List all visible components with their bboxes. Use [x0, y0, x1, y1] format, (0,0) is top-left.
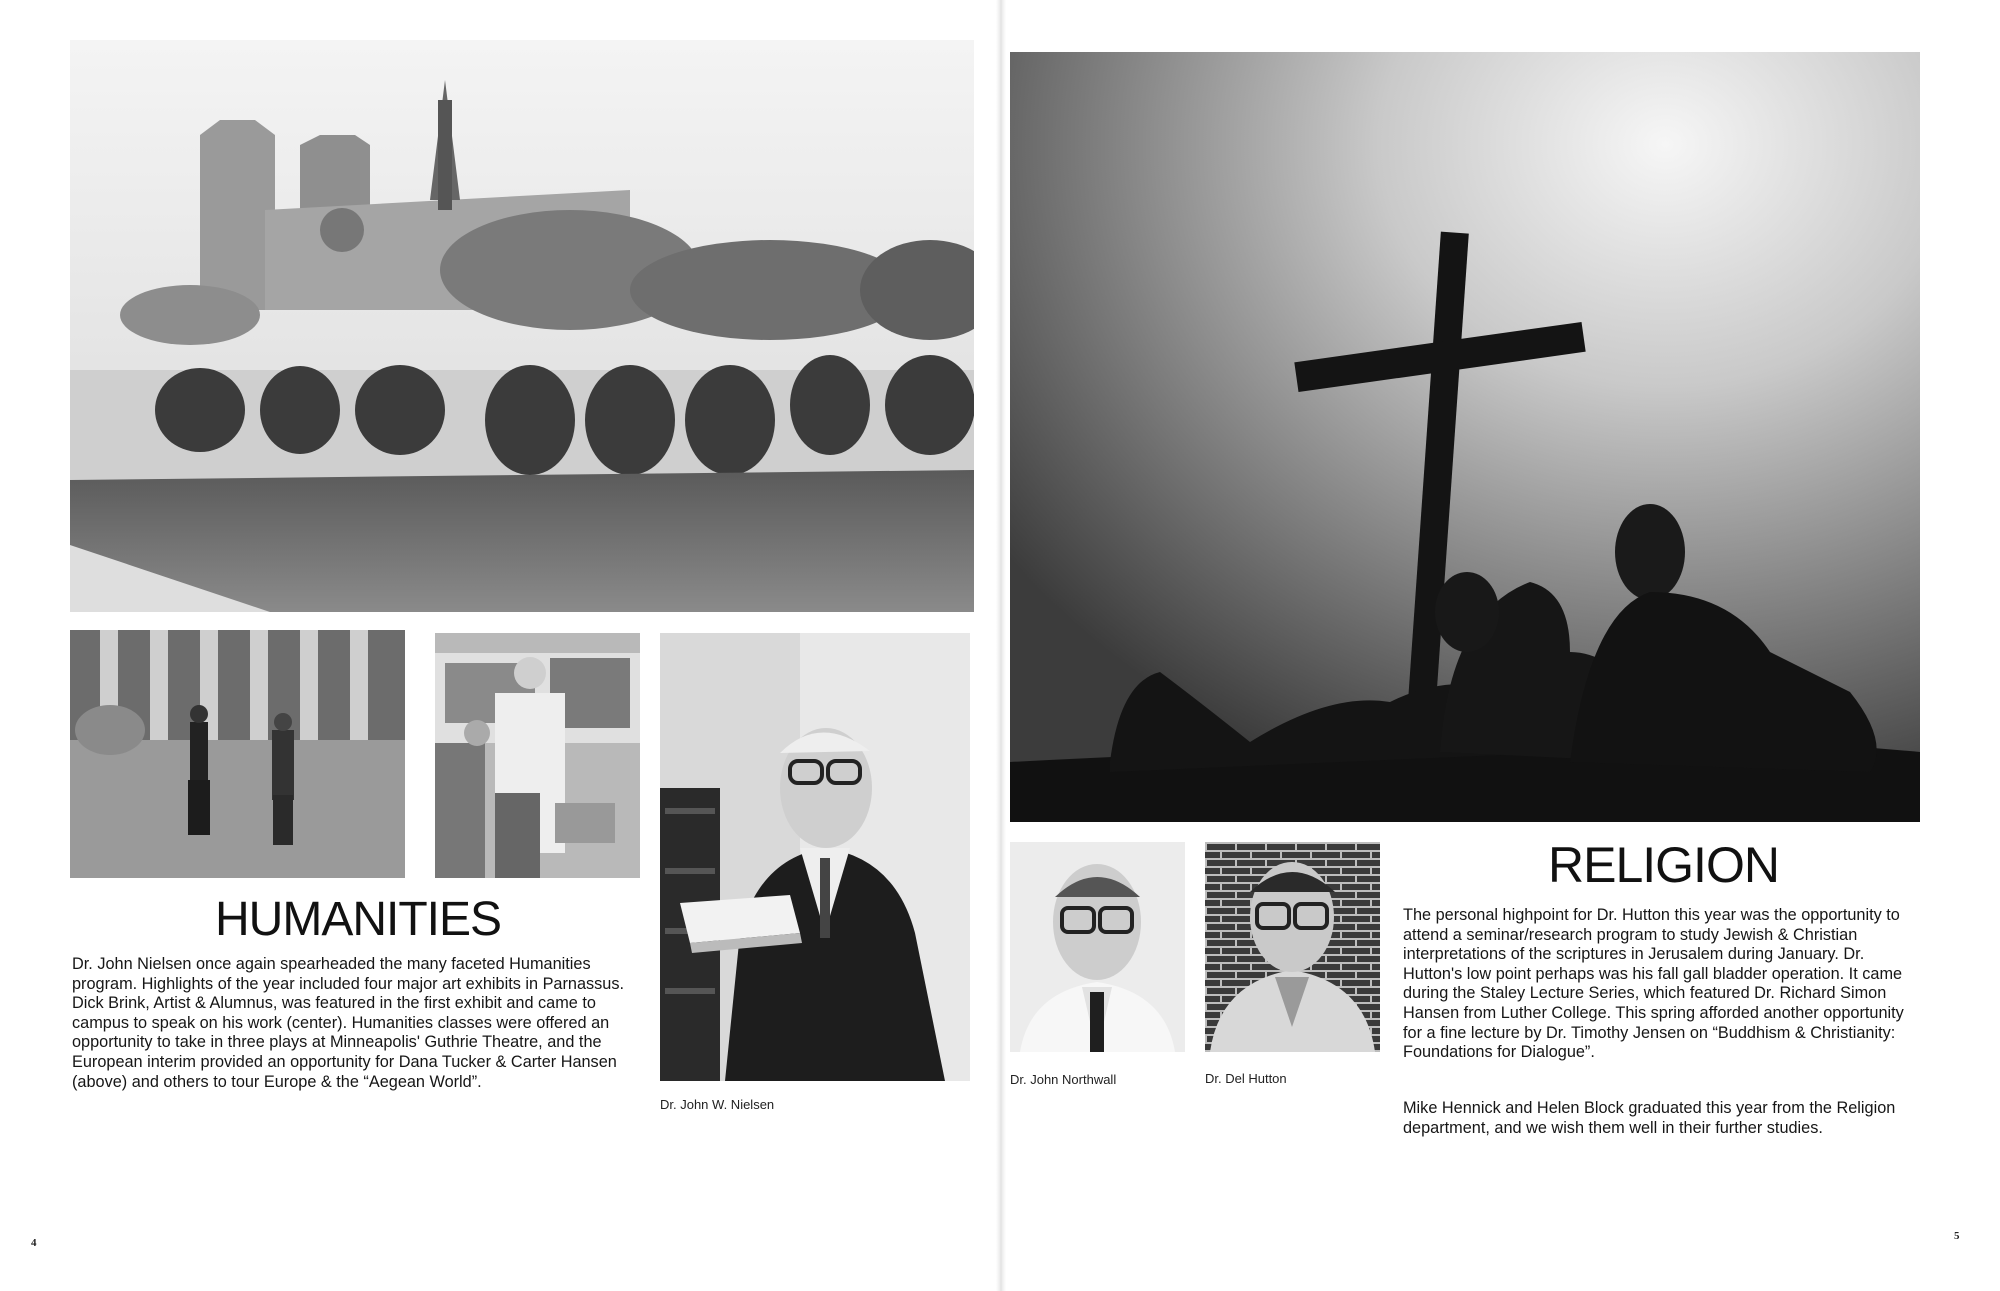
page-number-right: 5 — [1954, 1230, 1960, 1242]
caption-dr-del-hutton: Dr. Del Hutton — [1205, 1071, 1287, 1086]
photo-artist-dick-brink — [435, 633, 640, 878]
religion-body-paragraph-2: Mike Hennick and Helen Block graduated this year from the Religion department, and we wish them well in their further studies. — [1403, 1099, 1896, 1137]
caption-dr-john-w-nielsen: Dr. John W. Nielsen — [660, 1097, 775, 1112]
photo-dr-john-northwall — [1010, 842, 1185, 1052]
photo-cross-silhouette — [1010, 52, 1920, 822]
page-gutter — [996, 0, 1006, 1291]
religion-body-paragraph-1: The personal highpoint for Dr. Hutton this year was the opportunity to attend a seminar/research program to study Jewish & Christian interpretations of the scriptures in Jerusalem during January. Dr. Hutton's low point perhaps was his fall gall bladder operation. It came during the Staley Lecture Series, which featured Dr. Richard Simon Hansen from Luther College. This spring afforded another opportunity for a fine lecture by Dr. Timothy Jensen on “Buddhism & Christianity: Foundations for Dialogue”. — [1403, 906, 1904, 1062]
caption-dr-john-northwall: Dr. John Northwall — [1010, 1072, 1117, 1087]
humanities-heading: HUMANITIES — [215, 893, 502, 946]
photo-students-in-europe — [70, 630, 405, 878]
photo-dr-john-w-nielsen — [660, 633, 970, 1081]
photo-notre-dame-cathedral — [70, 40, 974, 612]
page-number-left: 4 — [31, 1237, 37, 1249]
humanities-body-text: Dr. John Nielsen once again spearheaded the many faceted Humanities program. Highlights of the year included four major art exhibits in Parnassus. Dick Brink, Artist & Alumnus, was featured in the first exhibit and came to campus to speak on his work (center). Humanities classes were offered an opportunity to take in three plays at Minneapolis' Guthrie Theatre, and the European interim provided an opportunity for Dana Tucker & Carter Hansen (above) and others to tour Europe & the “Aegean World”. — [72, 955, 625, 1091]
religion-heading: RELIGION — [1548, 837, 1779, 893]
photo-dr-del-hutton — [1205, 842, 1380, 1052]
